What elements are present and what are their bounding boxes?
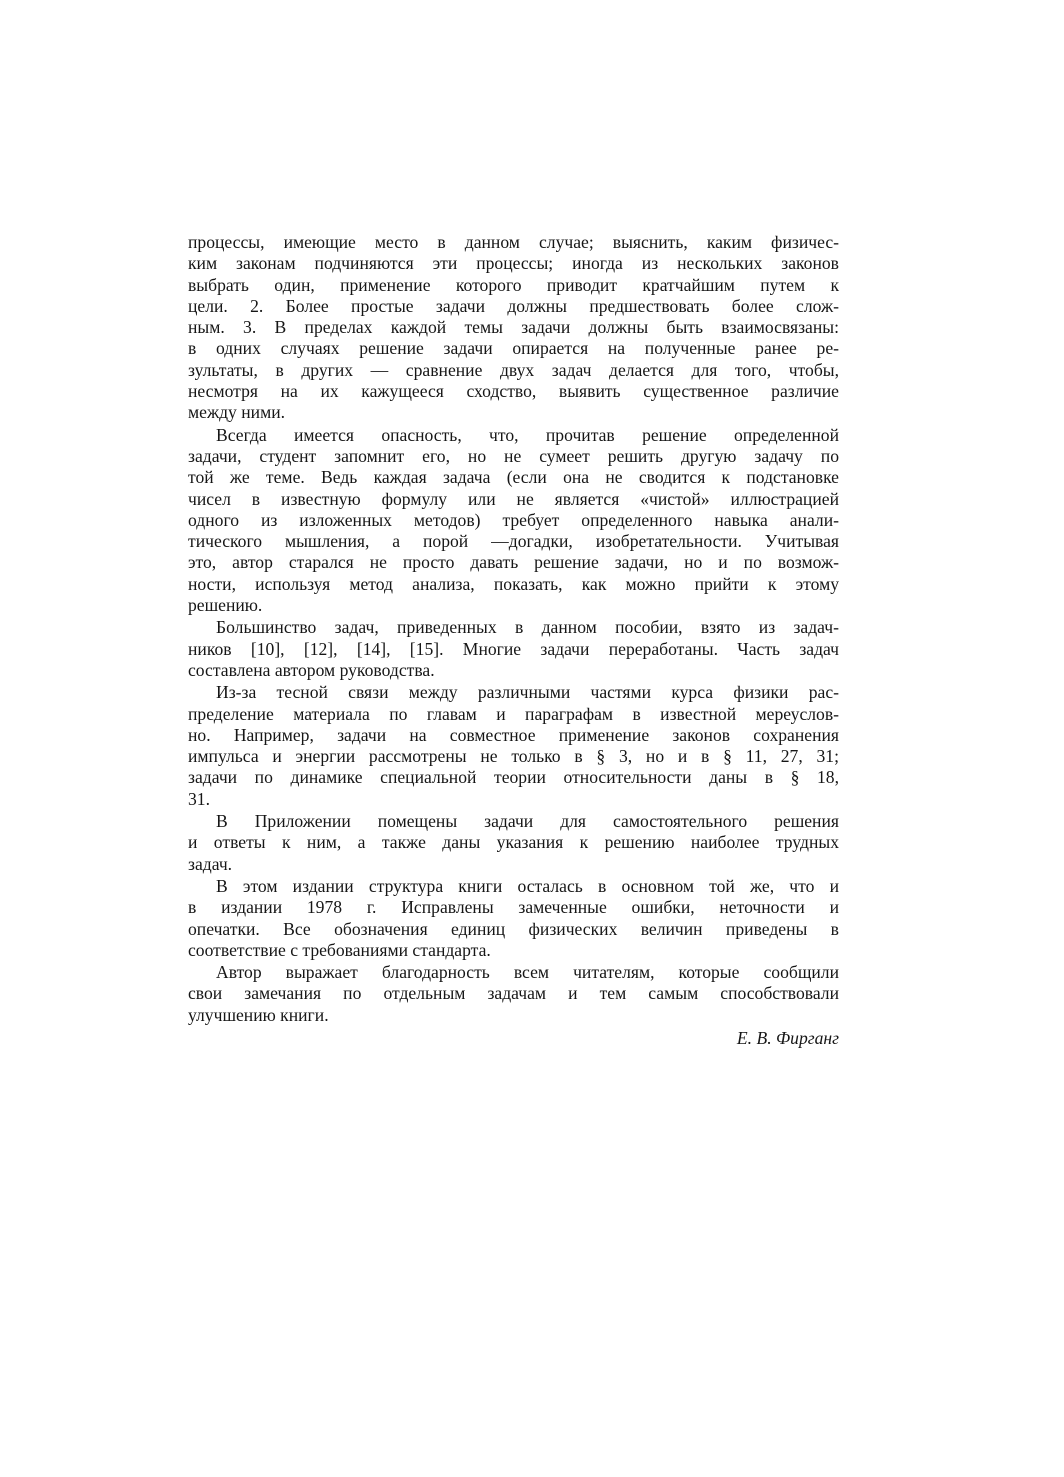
text-line: соответствие с требованиями стандарта. [188,939,491,960]
text-line: но. Например, задачи на совместное применение законов сохранения [188,724,839,745]
text-line: ным. 3. В пределах каждой темы задачи должны быть взаимосвязаны: [188,317,839,338]
text-line: ности, используя метод анализа, показать, как можно прийти к этому [188,573,839,594]
text-line: в одних случаях решение задачи опирается на полученные ранее ре- [188,338,839,359]
paragraph-4 [188,682,839,810]
text-line: зультаты, в других — сравнение двух задач делается для того, чтобы, [188,359,839,380]
paragraph-2 [188,425,839,617]
text-line: это, автор старался не просто давать решение задачи, но и по возмож- [188,552,839,573]
text-line: пределение материала по главам и параграфам в известной мереуслов- [188,703,839,724]
text-line: несмотря на их кажущееся сходство, выявить существенное различие [188,381,839,402]
text-line: свои замечания по отдельным задачам и тем самым способствовали [188,983,839,1004]
text-line: Автор выражает благодарность всем читателям, которые сообщили [216,962,839,983]
text-line: ников [10], [12], [14], [15]. Многие задачи переработаны. Часть задач [188,638,839,659]
paragraph-5 [188,811,839,875]
paragraph-6 [188,876,839,961]
text-line: ким законам подчиняются эти процессы; иногда из нескольких законов [188,253,839,274]
page-text-block [188,232,839,1049]
paragraph-7 [188,962,839,1026]
text-line: процессы, имеющие место в данном случае; выяснить, каким физичес- [188,232,839,252]
text-line: чисел в известную формулу или не является «чистой» иллюстрацией [188,488,839,509]
text-line: в издании 1978 г. Исправлены замеченные ошибки, неточности и [188,897,839,918]
paragraph-1 [188,232,839,424]
text-line: одного из изложенных методов) требует определенного навыка анали- [188,509,839,530]
text-line: цели. 2. Более простые задачи должны предшествовать более слож- [188,295,839,316]
text-line: Из-за тесной связи между различными частями курса физики рас- [216,682,839,703]
text-line: той же теме. Ведь каждая задача (если она не сводится к подстановке [188,467,839,488]
text-line: опечатки. Все обозначения единиц физических величин приведены в [188,918,839,939]
text-line: составлена автором руководства. [188,659,435,680]
text-line: между ними. [188,402,286,423]
text-line: задачи по динамике специальной теории относительности даны в § 18, [188,767,839,788]
text-line: тического мышления, а порой —догадки, изобретательности. Учитывая [188,531,839,552]
text-line: задач. [188,853,233,874]
text-line: выбрать один, применение которого приводит кратчайшим путем к [188,274,839,295]
text-line: В этом издании структура книги осталась в основном той же, что и [216,875,839,896]
text-line: 31. [188,788,210,809]
text-line: задачи, студент запомнит его, но не сумеет решить другую задачу по [188,445,839,466]
text-line: В Приложении помещены задачи для самостоятельного решения [216,811,839,832]
text-line: Всегда имеется опасность, что, прочитав решение определенной [216,424,839,445]
paragraph-3 [188,617,839,681]
text-line: и ответы к ним, а также даны указания к решению наиболее трудных [188,832,839,853]
author-signature: Е. В. Фирганг [736,1027,839,1048]
text-line: Большинство задач, приведенных в данном пособии, взято из задач- [216,617,839,638]
text-line: улучшению книги. [188,1004,329,1025]
text-line: импульса и энергии рассмотрены не только в § 3, но и в § 11, 27, 31; [188,746,839,767]
text-line: решению. [188,595,263,616]
